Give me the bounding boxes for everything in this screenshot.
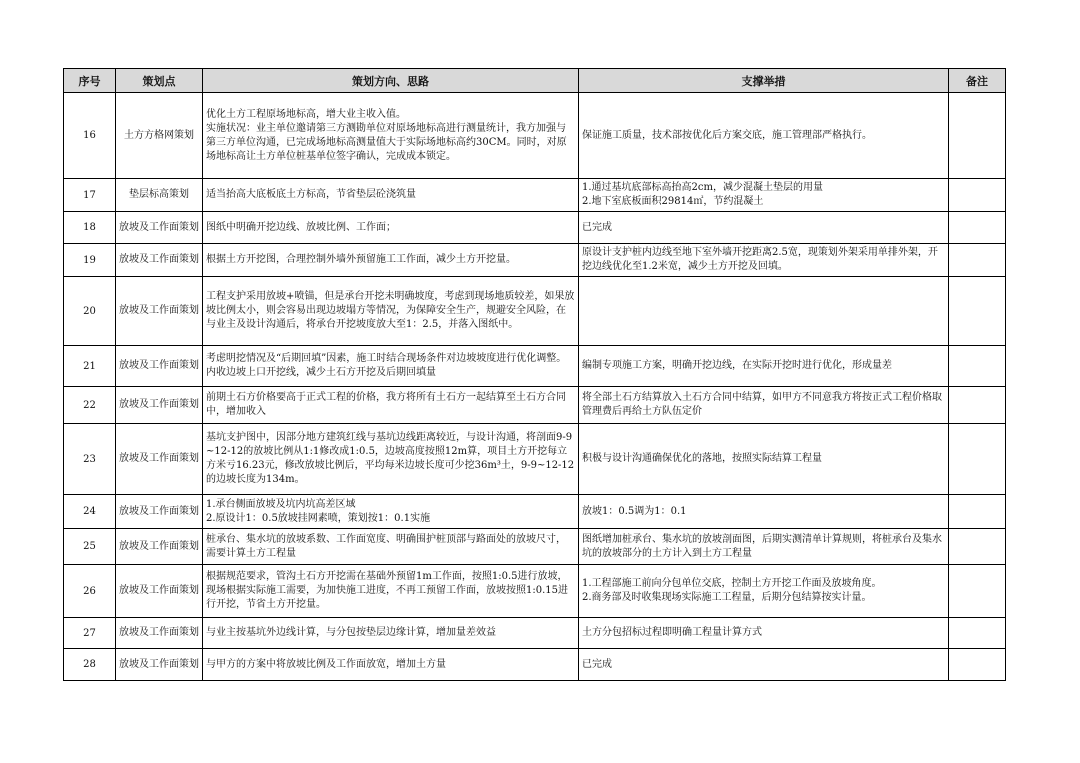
planning-direction-cell: 优化土方工程原场地标高，增大业主收入值。 实施状况：业主单位邀请第三方测勘单位对原场地标高进行测量统计，我方加强与第三方单位沟通，已完成场地标高测量值大于实际场地标高约30CM。同时，对原场地标高让土方单位桩基单位签字确认，完成成本锁定。 — [203, 93, 579, 179]
planning-direction-cell: 1.承台侧面放坡及坑内坑高差区域 2.原设计1：0.5放坡挂网素喷，策划按1：0.1实施 — [203, 495, 579, 529]
support-measures-cell: 1.工程部施工前向分包单位交底，控制土方开挖工作面及放坡角度。 2.商务部及时收集现场实际施工工程量，后期分包结算按实计量。 — [579, 565, 949, 618]
planning-point-cell: 放坡及工作面策划 — [116, 495, 203, 529]
row-number-cell: 18 — [64, 212, 116, 244]
row-number-cell: 23 — [64, 424, 116, 495]
planning-point-cell: 放坡及工作面策划 — [116, 244, 203, 277]
planning-direction-cell: 根据土方开挖图，合理控制外墙外预留施工工作面，减少土方开挖量。 — [203, 244, 579, 277]
remarks-cell — [949, 424, 1006, 495]
support-measures-cell: 积极与设计沟通确保优化的落地，按照实际结算工程量 — [579, 424, 949, 495]
table-row — [64, 529, 1006, 565]
header-no: 序号 — [64, 69, 116, 93]
support-measures-cell: 已完成 — [579, 212, 949, 244]
planning-point-cell: 放坡及工作面策划 — [116, 277, 203, 346]
planning-point-cell: 土方方格网策划 — [116, 93, 203, 179]
planning-direction-cell: 与甲方的方案中将放坡比例及工作面放宽，增加土方量 — [203, 649, 579, 681]
support-measures-cell: 图纸增加桩承台、集水坑的放坡剖面图，后期实测清单计算规则，将桩承台及集水坑的放坡部分的土方计入到土方工程量 — [579, 529, 949, 565]
remarks-cell — [949, 244, 1006, 277]
planning-direction-cell: 考虑明挖情况及“后期回填”因素，施工时结合现场条件对边坡坡度进行优化调整。内收边坡上口开挖线，减少土石方开挖及后期回填量 — [203, 346, 579, 387]
remarks-cell — [949, 529, 1006, 565]
remarks-cell — [949, 495, 1006, 529]
planning-table — [63, 68, 1006, 681]
planning-direction-cell: 桩承台、集水坑的放坡系数、工作面宽度、明确围护桩顶部与路面处的放坡尺寸，需要计算土方工程量 — [203, 529, 579, 565]
planning-point-cell: 放坡及工作面策划 — [116, 649, 203, 681]
table-row — [64, 424, 1006, 495]
support-measures-cell: 土方分包招标过程即明确工程量计算方式 — [579, 618, 949, 649]
table-row — [64, 179, 1006, 212]
planning-point-cell: 放坡及工作面策划 — [116, 387, 203, 424]
table-row — [64, 618, 1006, 649]
support-measures-cell: 将全部土石方结算放入土石方合同中结算，如甲方不同意我方将按正式工程价格取管理费后再给土方队伍定价 — [579, 387, 949, 424]
planning-point-cell: 垫层标高策划 — [116, 179, 203, 212]
header-direction: 策划方向、思路 — [203, 69, 579, 93]
remarks-cell — [949, 93, 1006, 179]
support-measures-cell: 编制专项施工方案，明确开挖边线，在实际开挖时进行优化，形成量差 — [579, 346, 949, 387]
remarks-cell — [949, 212, 1006, 244]
support-measures-cell: 原设计支护桩内边线至地下室外墙开挖距离2.5宽，现策划外架采用单排外架，开挖边线优化至1.2米宽，减少土方开挖及回填。 — [579, 244, 949, 277]
remarks-cell — [949, 618, 1006, 649]
planning-direction-cell: 前期土石方价格要高于正式工程的价格，我方将所有土石方一起结算至土石方合同中，增加收入 — [203, 387, 579, 424]
remarks-cell — [949, 387, 1006, 424]
planning-point-cell: 放坡及工作面策划 — [116, 212, 203, 244]
row-number-cell: 26 — [64, 565, 116, 618]
header-row — [64, 69, 1006, 93]
table-row — [64, 277, 1006, 346]
remarks-cell — [949, 565, 1006, 618]
planning-direction-cell: 基坑支护图中，因部分地方建筑红线与基坑边线距离较近，与设计沟通，将剖面9-9~12-12的放坡比例从1:1修改成1:0.5，边坡高度按照12m算，项目土方开挖每立方米亏16.23元，修改放坡比例后，平均每米边坡长度可少挖36m³土，9-9~12-12的边坡长度为134m。 — [203, 424, 579, 495]
remarks-cell — [949, 277, 1006, 346]
planning-direction-cell: 图纸中明确开挖边线、放坡比例、工作面； — [203, 212, 579, 244]
planning-point-cell: 放坡及工作面策划 — [116, 346, 203, 387]
row-number-cell: 19 — [64, 244, 116, 277]
table-row — [64, 93, 1006, 179]
planning-direction-cell: 适当抬高大底板底土方标高，节省垫层砼浇筑量 — [203, 179, 579, 212]
row-number-cell: 16 — [64, 93, 116, 179]
support-measures-cell: 1.通过基坑底部标高抬高2cm，减少混凝土垫层的用量 2.地下室底板面积29814㎡，节约混凝土 — [579, 179, 949, 212]
table-row — [64, 649, 1006, 681]
support-measures-cell: 放坡1：0.5调为1：0.1 — [579, 495, 949, 529]
planning-point-cell: 放坡及工作面策划 — [116, 618, 203, 649]
header-note: 备注 — [949, 69, 1006, 93]
support-measures-cell — [579, 277, 949, 346]
support-measures-cell: 已完成 — [579, 649, 949, 681]
planning-point-cell: 放坡及工作面策划 — [116, 565, 203, 618]
header-support: 支撑举措 — [579, 69, 949, 93]
table-row — [64, 244, 1006, 277]
row-number-cell: 21 — [64, 346, 116, 387]
row-number-cell: 27 — [64, 618, 116, 649]
table-row — [64, 212, 1006, 244]
table-row — [64, 565, 1006, 618]
planning-point-cell: 放坡及工作面策划 — [116, 424, 203, 495]
table-row — [64, 346, 1006, 387]
planning-direction-cell: 根据规范要求，管沟土石方开挖需在基础外预留1m工作面，按照1:0.5进行放坡，现场根据实际施工需要，为加快施工进度，不再工预留工作面，放坡按照1:0.15进行开挖，节省土方开挖量。 — [203, 565, 579, 618]
table-row — [64, 495, 1006, 529]
row-number-cell: 22 — [64, 387, 116, 424]
row-number-cell: 17 — [64, 179, 116, 212]
remarks-cell — [949, 179, 1006, 212]
header-point: 策划点 — [116, 69, 203, 93]
row-number-cell: 28 — [64, 649, 116, 681]
planning-direction-cell: 工程支护采用放坡+喷锚，但是承台开挖未明确坡度，考虑到现场地质较差，如果放坡比例太小，则会容易出现边坡塌方等情况，为保障安全生产，规避安全风险，在与业主及设计沟通后，将承台开挖坡度放大至1：2.5，并落入图纸中。 — [203, 277, 579, 346]
table-body — [64, 93, 1006, 681]
planning-point-cell: 放坡及工作面策划 — [116, 529, 203, 565]
row-number-cell: 25 — [64, 529, 116, 565]
row-number-cell: 24 — [64, 495, 116, 529]
support-measures-cell: 保证施工质量，技术部按优化后方案交底，施工管理部严格执行。 — [579, 93, 949, 179]
row-number-cell: 20 — [64, 277, 116, 346]
remarks-cell — [949, 346, 1006, 387]
planning-direction-cell: 与业主按基坑外边线计算，与分包按垫层边缘计算，增加量差效益 — [203, 618, 579, 649]
table-row — [64, 387, 1006, 424]
remarks-cell — [949, 649, 1006, 681]
